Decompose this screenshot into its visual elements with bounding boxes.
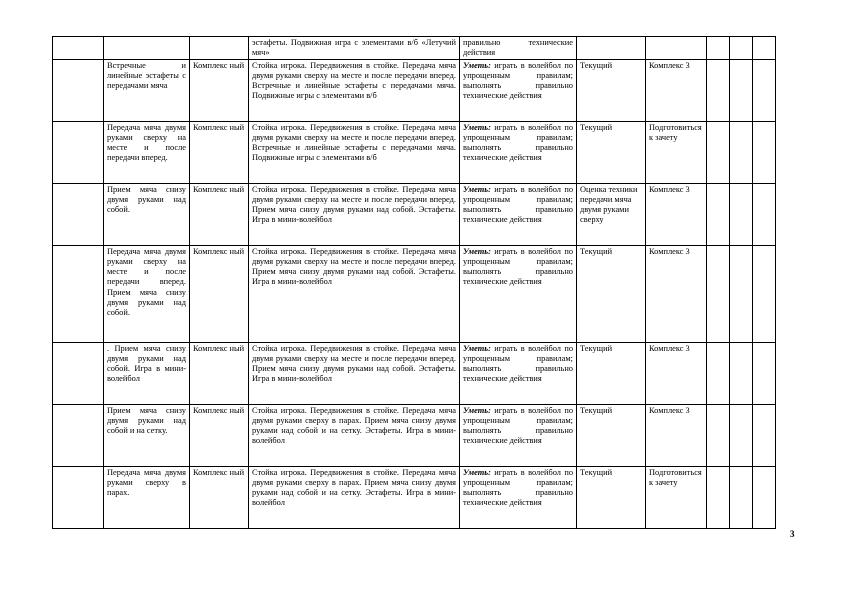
requirements-cell bbox=[460, 59, 577, 121]
date-fact-cell bbox=[730, 37, 753, 60]
requirements-cell bbox=[460, 121, 577, 183]
requirements-lead: Уметь: bbox=[463, 184, 491, 194]
lesson-content-cell: Стойка игрока. Передвижения в стойке. Передача мяча двумя руками сверху на месте и после передачи вперед. Встречные и линейные эстафеты с передачами мяча. Подвижные игры с элементами в/б bbox=[249, 59, 460, 121]
requirements-cell bbox=[460, 37, 577, 60]
lesson-type-cell: Комплекс ный bbox=[190, 183, 249, 245]
date-plan-cell bbox=[707, 121, 730, 183]
requirements-lead: Уметь: bbox=[463, 467, 491, 477]
control-type-cell: Текущий bbox=[577, 404, 646, 466]
date-fact-cell bbox=[730, 342, 753, 404]
date-plan-cell bbox=[707, 59, 730, 121]
date-fact-cell bbox=[730, 245, 753, 342]
lesson-topic-cell: Передача мяча двумя руками сверху в парах. bbox=[104, 466, 190, 528]
homework-cell: Комплекс 3 bbox=[646, 342, 707, 404]
table-row bbox=[53, 121, 776, 183]
requirements-text: играть в волейбол по упрощенным правилам; выполнять правильно технические действия bbox=[463, 467, 574, 508]
requirements-cell bbox=[460, 404, 577, 466]
date-plan-cell bbox=[707, 183, 730, 245]
lesson-type-cell: Комплекс ный bbox=[190, 342, 249, 404]
table-row bbox=[53, 245, 776, 342]
lesson-plan-table bbox=[52, 36, 776, 529]
requirements-text: играть в волейбол по упрощенным правилам; выполнять правильно технические действия bbox=[463, 246, 574, 287]
lesson-content-cell: Стойка игрока. Передвижения в стойке. Передача мяча двумя руками сверху на месте и после передачи вперед. Прием мяча снизу двумя руками над собой. Эстафеты. Игра в мини-волейбол bbox=[249, 183, 460, 245]
lesson-number-cell bbox=[53, 466, 104, 528]
notes-cell bbox=[753, 59, 776, 121]
lesson-topic-cell bbox=[104, 37, 190, 60]
table-row bbox=[53, 466, 776, 528]
control-type-cell: Текущий bbox=[577, 121, 646, 183]
lesson-content-cell: эстафеты. Подвижная игра с элементами в/б «Летучий мяч» bbox=[249, 37, 460, 60]
lesson-content-cell: Стойка игрока. Передвижения в стойке. Передача мяча двумя руками сверху в парах. Прием мяча снизу двумя руками над собой и на сетку. Эстафеты. Игра в мини-волейбол bbox=[249, 466, 460, 528]
requirements-text: играть в волейбол по упрощенным правилам; выполнять правильно технические действия bbox=[463, 343, 574, 384]
lesson-content-cell: Стойка игрока. Передвижения в стойке. Передача мяча двумя руками сверху на месте и после передачи вперед. Прием мяча снизу двумя руками над собой. Эстафеты. Игра в мини-волейбол bbox=[249, 342, 460, 404]
notes-cell bbox=[753, 37, 776, 60]
date-plan-cell bbox=[707, 245, 730, 342]
control-type-cell: Текущий bbox=[577, 342, 646, 404]
requirements-lead: Уметь: bbox=[463, 405, 491, 415]
lesson-type-cell: Комплекс ный bbox=[190, 404, 249, 466]
control-type-cell: Текущий bbox=[577, 59, 646, 121]
date-fact-cell bbox=[730, 183, 753, 245]
date-plan-cell bbox=[707, 466, 730, 528]
lesson-type-cell bbox=[190, 37, 249, 60]
notes-cell bbox=[753, 183, 776, 245]
lesson-type-cell: Комплекс ный bbox=[190, 59, 249, 121]
date-plan-cell bbox=[707, 404, 730, 466]
date-plan-cell bbox=[707, 37, 730, 60]
lesson-number-cell bbox=[53, 342, 104, 404]
lesson-topic-cell: . Прием мяча снизу двумя руками над собой. Игра в мини-волейбол bbox=[104, 342, 190, 404]
lesson-topic-cell: Передача мяча двумя руками сверху на месте и после передачи вперед. bbox=[104, 121, 190, 183]
requirements-text: играть в волейбол по упрощенным правилам; выполнять правильно технические действия bbox=[463, 122, 574, 163]
homework-cell: Комплекс 3 bbox=[646, 183, 707, 245]
requirements-cell bbox=[460, 466, 577, 528]
control-type-cell bbox=[577, 37, 646, 60]
date-plan-cell bbox=[707, 342, 730, 404]
date-fact-cell bbox=[730, 59, 753, 121]
notes-cell bbox=[753, 121, 776, 183]
requirements-text: играть в волейбол по упрощенным правилам; выполнять правильно технические действия bbox=[463, 60, 574, 101]
page-number: 3 bbox=[790, 529, 795, 539]
lesson-number-cell bbox=[53, 404, 104, 466]
homework-cell: Подготовиться к зачету bbox=[646, 121, 707, 183]
homework-cell: Комплекс 3 bbox=[646, 59, 707, 121]
date-fact-cell bbox=[730, 121, 753, 183]
lesson-topic-cell: Прием мяча снизу двумя руками над собой и на сетку. bbox=[104, 404, 190, 466]
notes-cell bbox=[753, 404, 776, 466]
requirements-lead: Уметь: bbox=[463, 343, 491, 353]
lesson-content-cell: Стойка игрока. Передвижения в стойке. Передача мяча двумя руками сверху на месте и после передачи вперед. Встречные и линейные эстафеты с передачами мяча. Подвижные игры с элементами в/б bbox=[249, 121, 460, 183]
lesson-number-cell bbox=[53, 245, 104, 342]
lesson-number-cell bbox=[53, 121, 104, 183]
homework-cell bbox=[646, 37, 707, 60]
homework-cell: Комплекс 3 bbox=[646, 404, 707, 466]
notes-cell bbox=[753, 342, 776, 404]
control-type-cell: Текущий bbox=[577, 245, 646, 342]
table-row bbox=[53, 37, 776, 60]
requirements-lead: Уметь: bbox=[463, 122, 491, 132]
table-body bbox=[53, 37, 776, 529]
lesson-type-cell: Комплекс ный bbox=[190, 466, 249, 528]
lesson-content-cell: Стойка игрока. Передвижения в стойке. Передача мяча двумя руками сверху в парах. Прием мяча снизу двумя руками над собой и на сетку. Эстафеты. Игра в мини-волейбол bbox=[249, 404, 460, 466]
lesson-number-cell bbox=[53, 59, 104, 121]
table-row bbox=[53, 59, 776, 121]
date-fact-cell bbox=[730, 404, 753, 466]
lesson-number-cell bbox=[53, 183, 104, 245]
requirements-text: играть в волейбол по упрощенным правилам; выполнять правильно технические действия bbox=[463, 405, 574, 446]
lesson-type-cell: Комплекс ный bbox=[190, 121, 249, 183]
lesson-topic-cell: Передача мяча двумя руками сверху на месте и после передачи вперед. Прием мяча снизу двумя руками над собой. bbox=[104, 245, 190, 342]
notes-cell bbox=[753, 466, 776, 528]
table-row bbox=[53, 183, 776, 245]
requirements-cell bbox=[460, 342, 577, 404]
notes-cell bbox=[753, 245, 776, 342]
lesson-topic-cell: Встречные и линейные эстафеты с передачами мяча bbox=[104, 59, 190, 121]
table-row bbox=[53, 404, 776, 466]
lesson-topic-cell: Прием мяча снизу двумя руками над собой. bbox=[104, 183, 190, 245]
control-type-cell: Оценка техники передачи мяча двумя руками сверху bbox=[577, 183, 646, 245]
table-row bbox=[53, 342, 776, 404]
lesson-type-cell: Комплекс ный bbox=[190, 245, 249, 342]
requirements-text: играть в волейбол по упрощенным правилам; выполнять правильно технические действия bbox=[463, 184, 574, 225]
requirements-cell bbox=[460, 245, 577, 342]
requirements-text: правильно технические действия bbox=[463, 38, 573, 58]
homework-cell: Подготовиться к зачету bbox=[646, 466, 707, 528]
requirements-cell bbox=[460, 183, 577, 245]
requirements-lead: Уметь: bbox=[463, 246, 491, 256]
lesson-number-cell bbox=[53, 37, 104, 60]
control-type-cell: Текущий bbox=[577, 466, 646, 528]
date-fact-cell bbox=[730, 466, 753, 528]
lesson-content-cell: Стойка игрока. Передвижения в стойке. Передача мяча двумя руками сверху на месте и после передачи вперед. Прием мяча снизу двумя руками над собой. Эстафеты. Игра в мини-волейбол bbox=[249, 245, 460, 342]
requirements-lead: Уметь: bbox=[463, 60, 491, 70]
homework-cell: Комплекс 3 bbox=[646, 245, 707, 342]
